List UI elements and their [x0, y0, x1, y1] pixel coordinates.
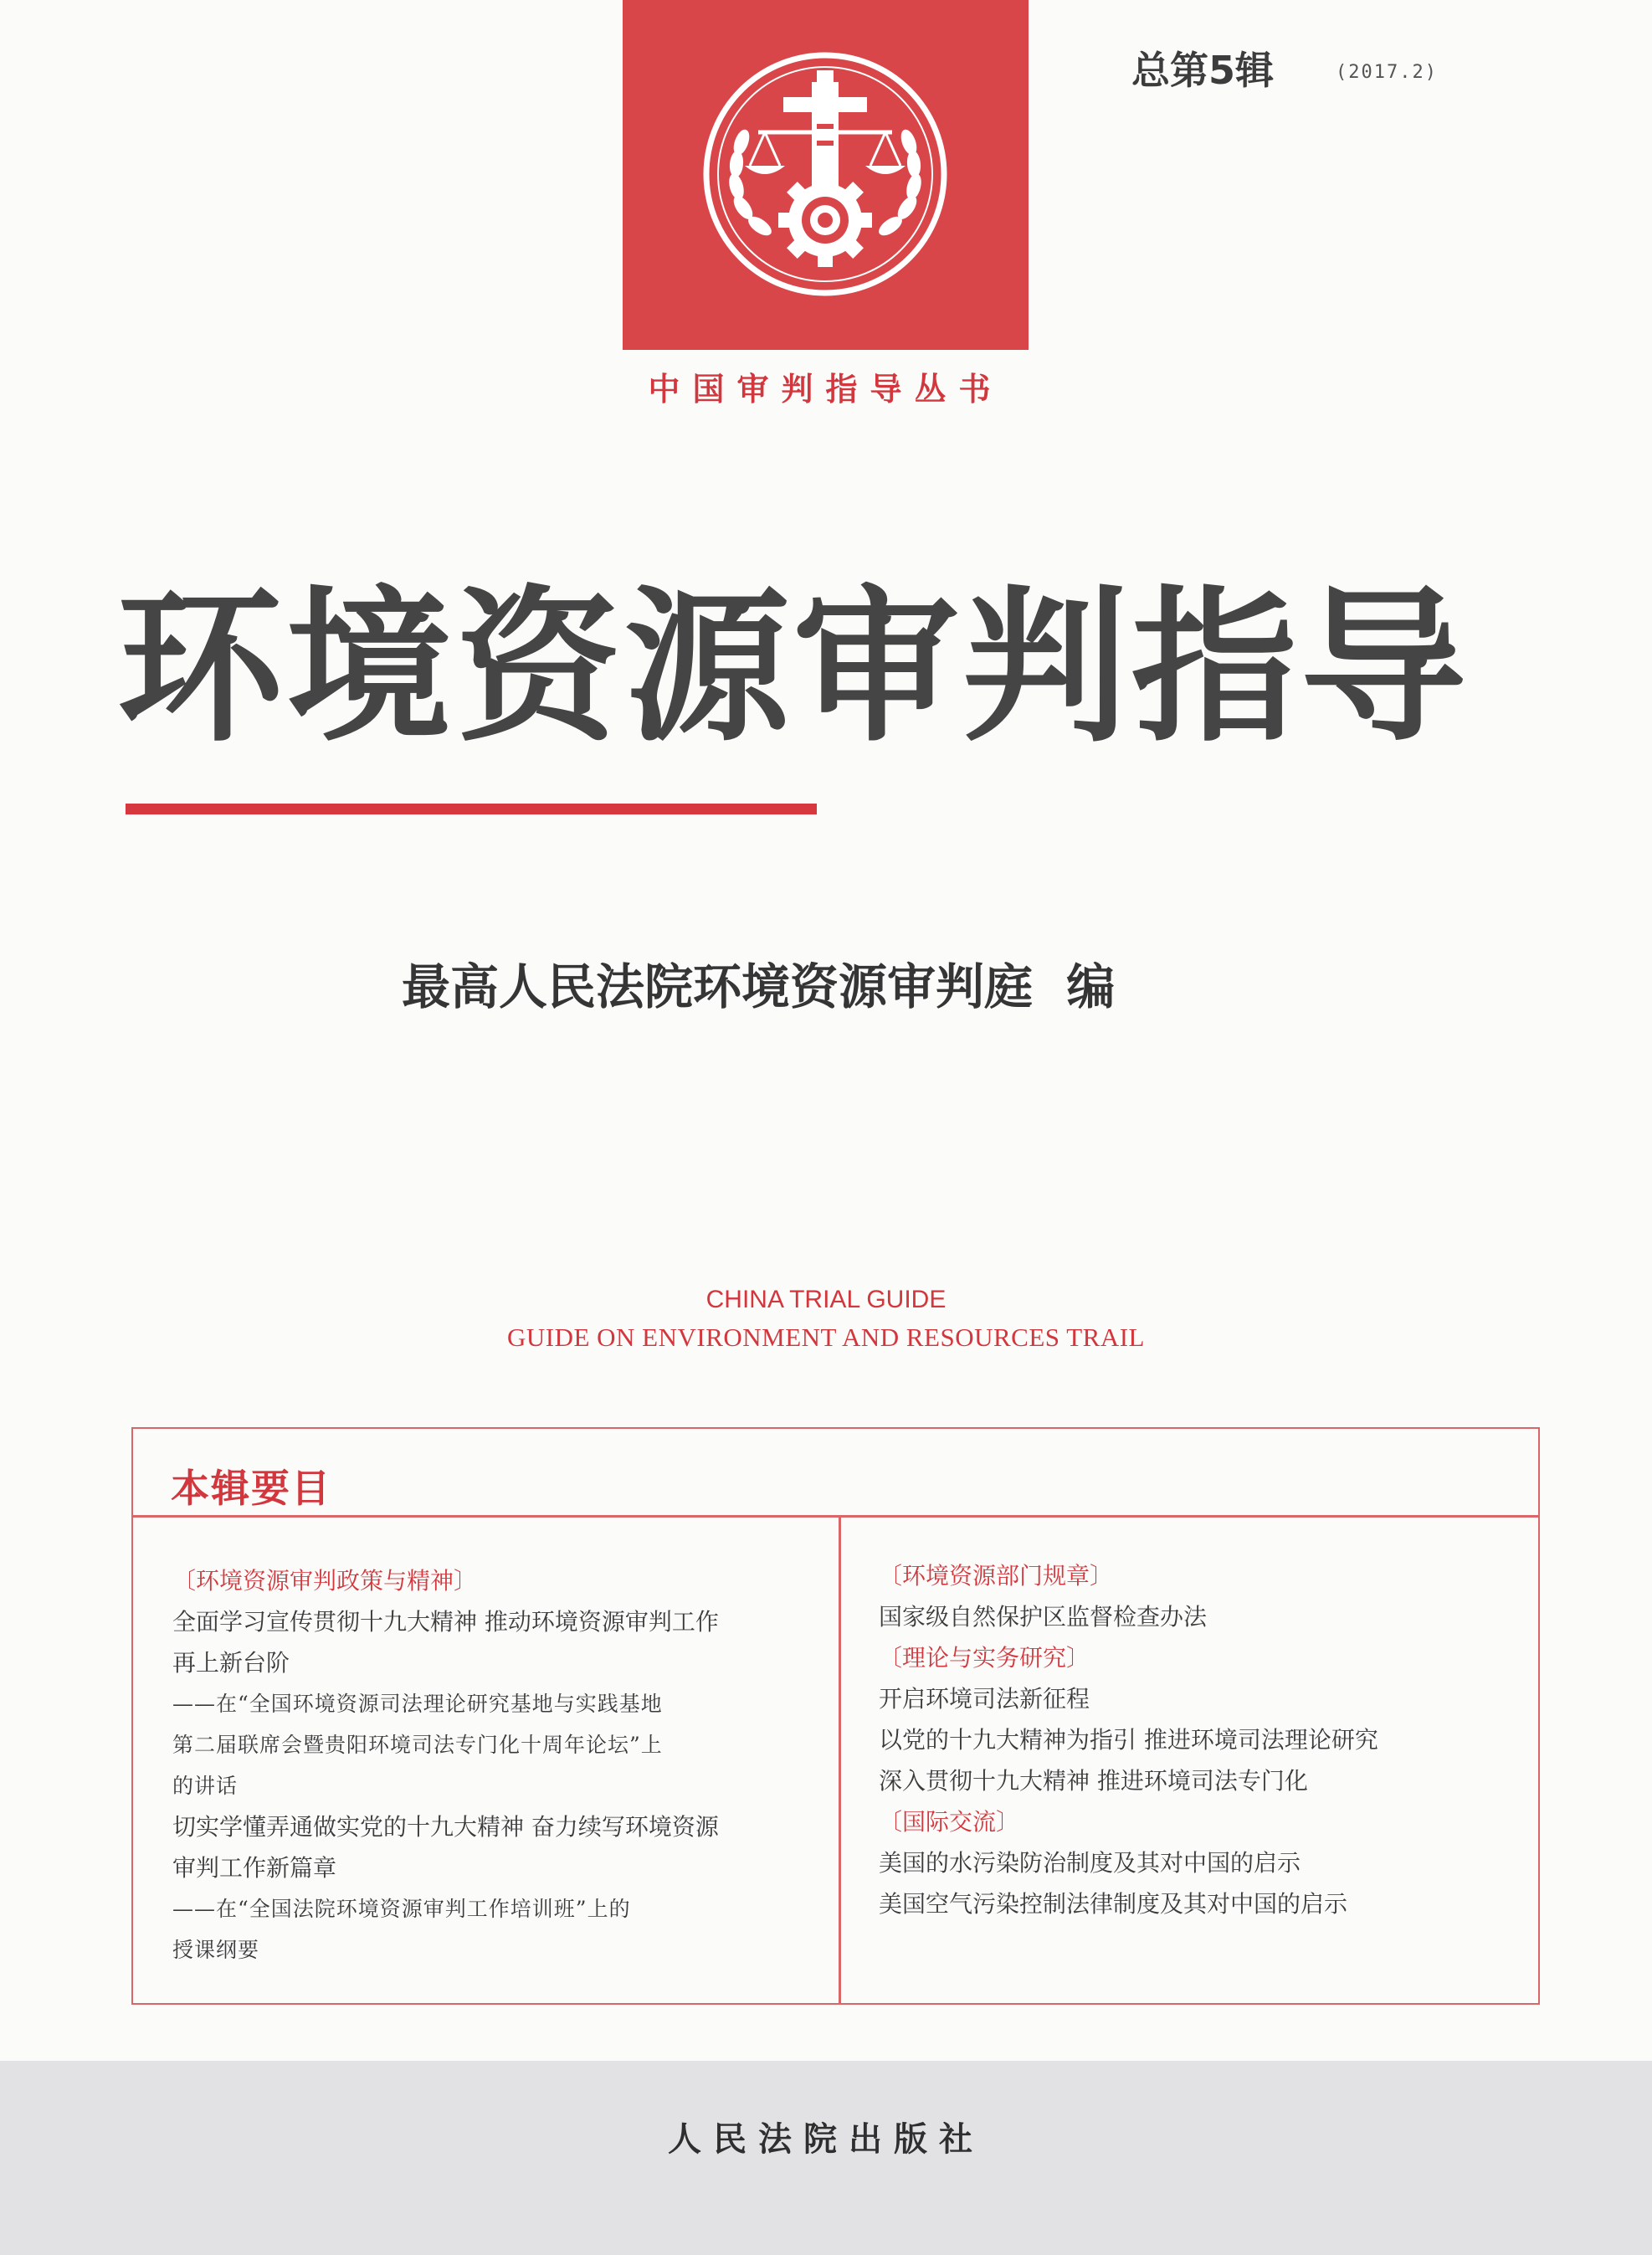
section-heading: 〔环境资源部门规章〕: [879, 1562, 1114, 1590]
contents-item: 的讲话: [172, 1774, 239, 1798]
section-heading: 〔环境资源审判政策与精神〕: [172, 1567, 478, 1595]
contents-item: 第二届联席会暨贵阳环境司法专门化十周年论坛”上: [172, 1733, 663, 1757]
contents-left-column: [172, 1560, 834, 1970]
section-heading: 〔理论与实务研究〕: [879, 1644, 1090, 1672]
contents-item: 审判工作新篇章: [172, 1854, 337, 1882]
series-label: 中国审判指导丛书: [648, 371, 1003, 408]
court-emblem-icon: [700, 49, 951, 300]
contents-item: 以党的十九大精神为指引 推进环境司法理论研究: [879, 1726, 1378, 1754]
contents-heading: 本辑要目: [171, 1466, 331, 1511]
contents-item: 美国空气污染控制法律制度及其对中国的启示: [879, 1890, 1348, 1918]
contents-item: 全面学习宣传贯彻十九大精神 推动环境资源审判工作: [172, 1608, 719, 1636]
publisher: 人民法院出版社: [668, 2119, 984, 2159]
english-subtitle-2: GUIDE ON ENVIRONMENT AND RESOURCES TRAIL: [506, 1323, 1145, 1352]
contents-item: 开启环境司法新征程: [879, 1685, 1090, 1713]
section-heading: 〔国际交流〕: [879, 1808, 1020, 1836]
contents-item: 再上新台阶: [172, 1649, 290, 1677]
contents-header-divider: [131, 1515, 1540, 1518]
title-underline: [126, 804, 817, 814]
contents-item: 授课纲要: [172, 1938, 260, 1962]
contents-item: 切实学懂弄通做实党的十九大精神 奋力续写环境资源: [172, 1813, 719, 1841]
contents-right-column: [879, 1555, 1515, 1924]
contents-item: 深入贯彻十九大精神 推进环境司法专门化: [879, 1767, 1308, 1795]
issue-date: (2017.2): [1336, 62, 1438, 83]
contents-column-divider: [839, 1517, 841, 2005]
editor-line: 最高人民法院环境资源审判庭 编: [402, 958, 1116, 1015]
contents-item: ——在“全国环境资源司法理论研究基地与实践基地: [172, 1692, 663, 1716]
contents-item: 国家级自然保护区监督检查办法: [879, 1603, 1208, 1631]
page-title: 环境资源审判指导: [117, 571, 1470, 764]
emblem-block: [623, 0, 1029, 350]
issue-number: 总第5辑: [1131, 48, 1275, 93]
contents-item: ——在“全国法院环境资源审判工作培训班”上的: [172, 1897, 631, 1921]
english-subtitle-1: CHINA TRIAL GUIDE: [705, 1286, 947, 1313]
contents-item: 美国的水污染防治制度及其对中国的启示: [879, 1849, 1301, 1877]
